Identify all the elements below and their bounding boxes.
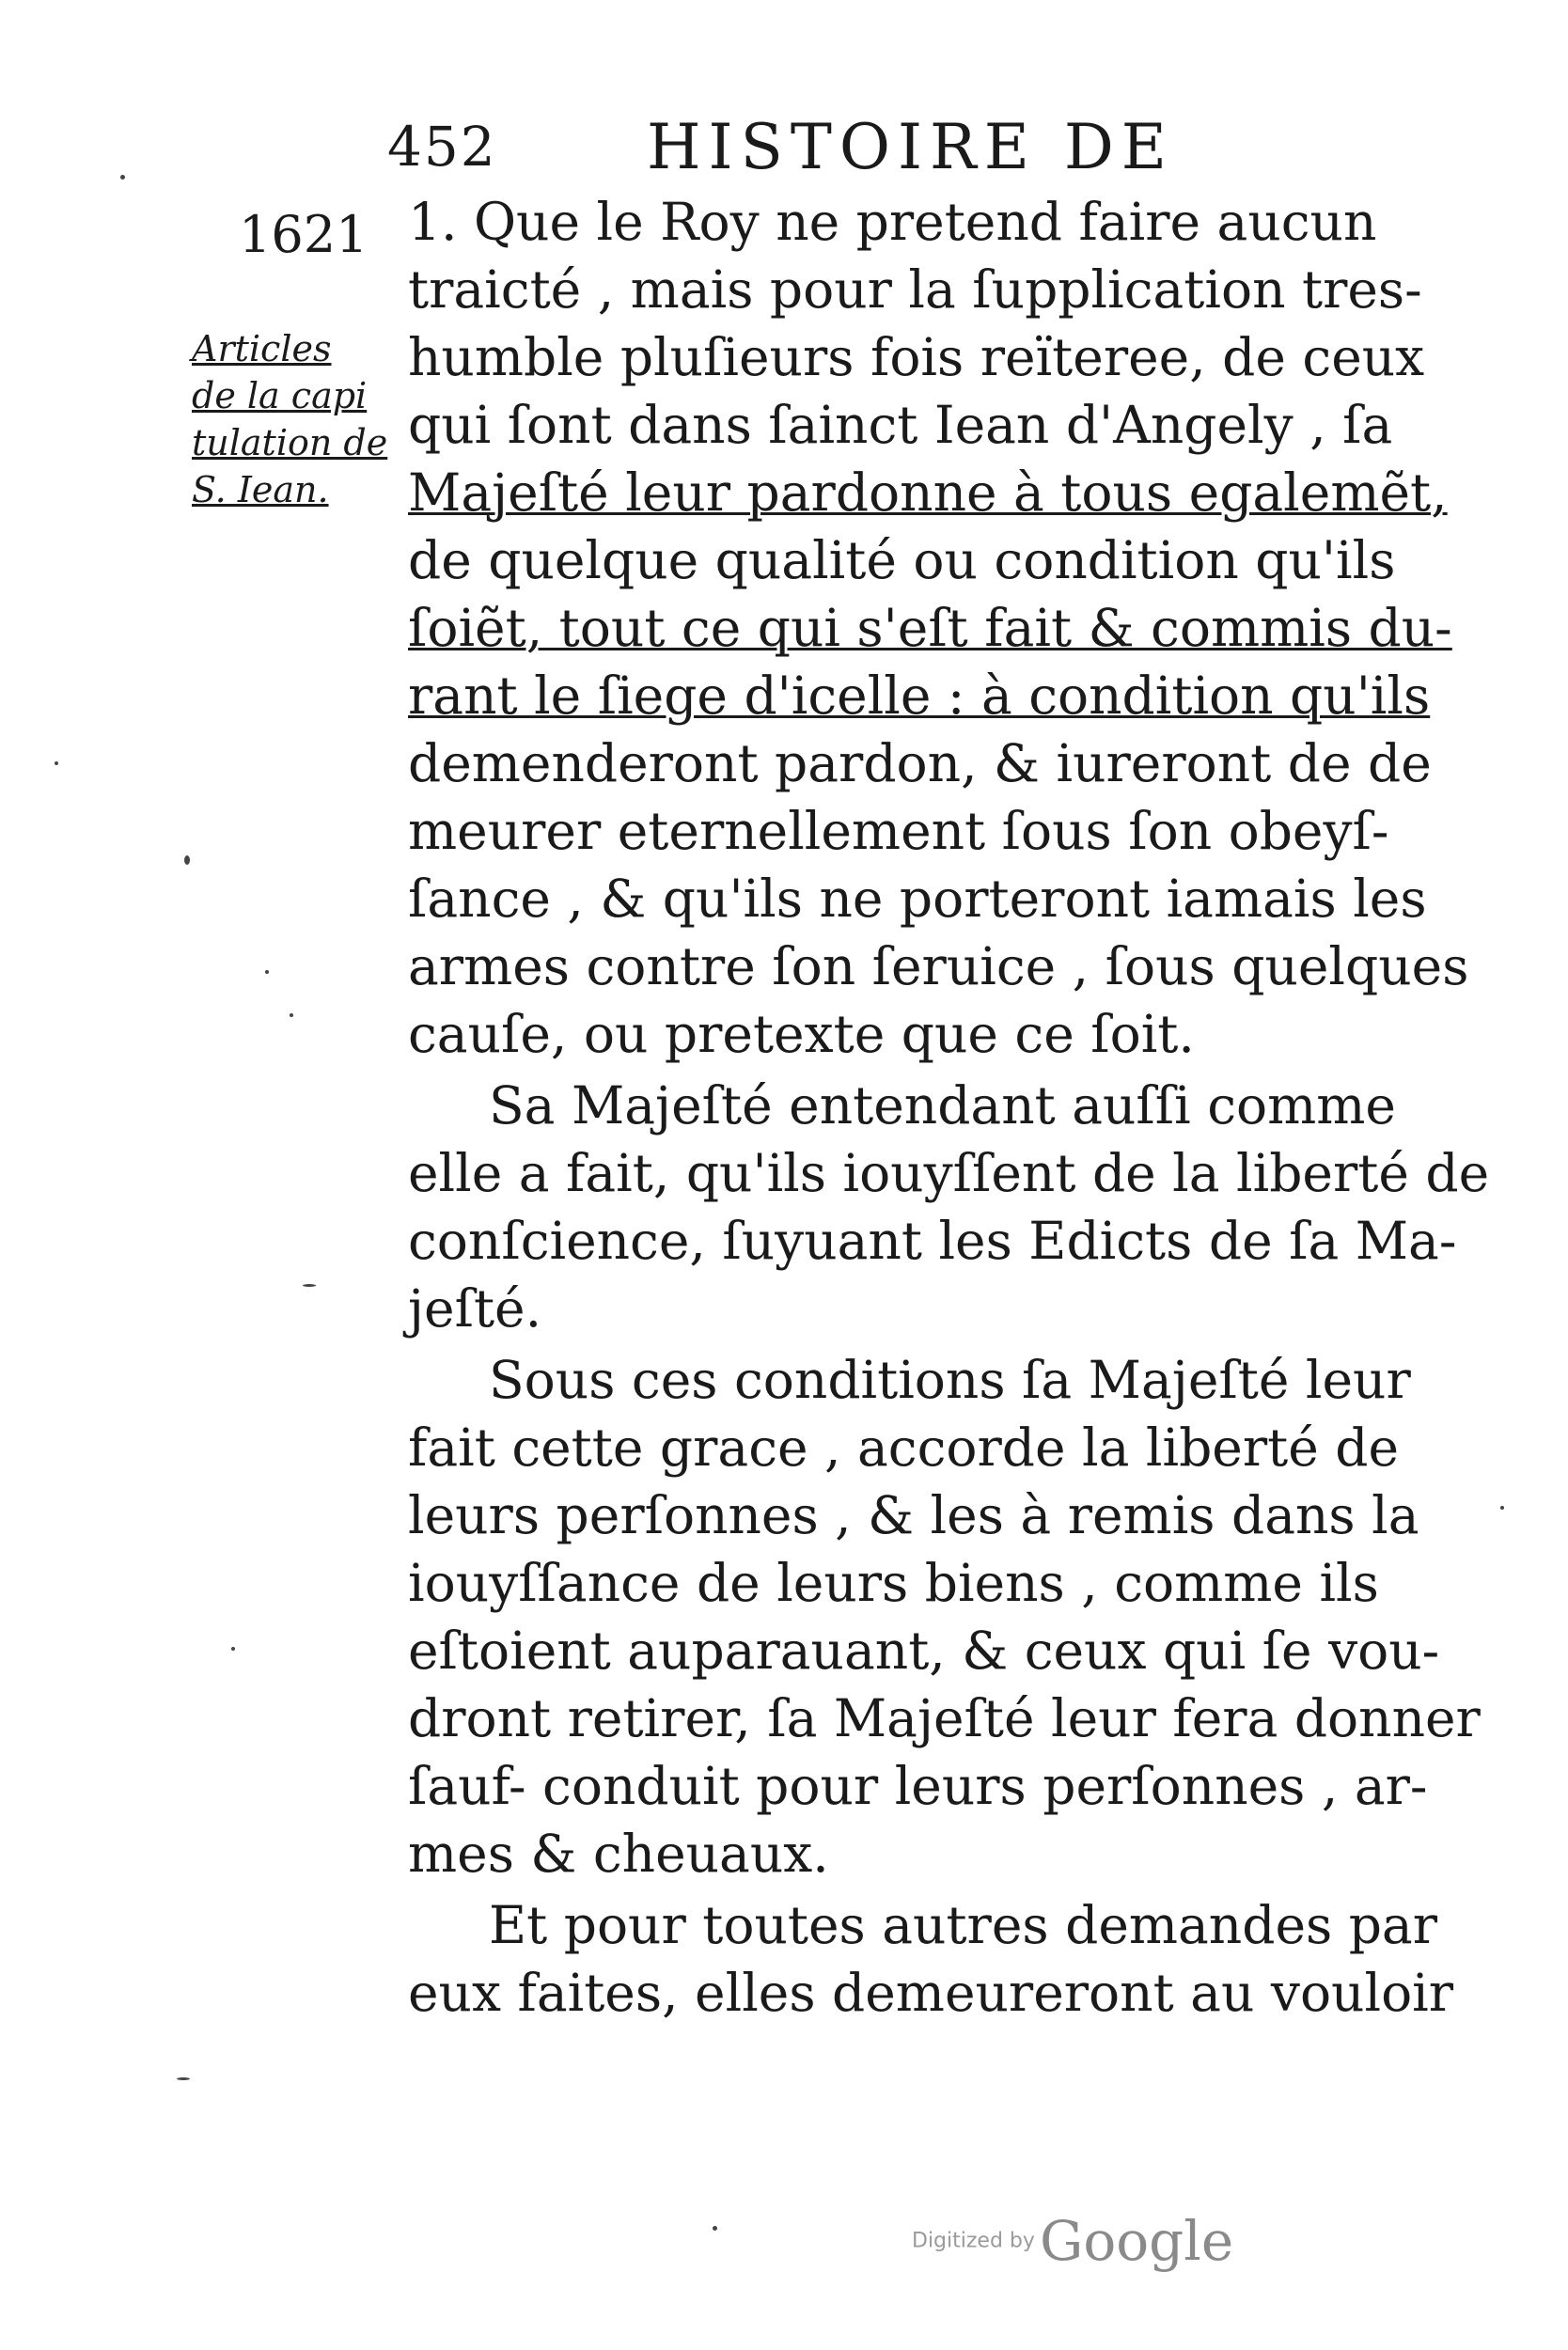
page-header: [387, 105, 1233, 190]
digitized-watermark: [912, 2209, 1233, 2273]
scan-speck: [1500, 1506, 1504, 1510]
scan-speck: [713, 2226, 717, 2231]
text-line: demenderont pardon, & iureront de de: [408, 733, 1432, 793]
text-line: ſance , & qu'ils ne porteront iamais les: [408, 869, 1427, 929]
margin-note-line: de la capi: [192, 375, 368, 416]
paragraph-demands: [408, 1891, 1454, 2027]
text-line: de quelque qualité ou condition qu'ils: [408, 530, 1396, 590]
text-line: armes contre ſon ſeruice , ſous quelques: [408, 936, 1469, 996]
text-line: jeſté.: [408, 1278, 542, 1339]
body-text: [408, 188, 1490, 2030]
running-title: HISTOIRE DE: [647, 111, 1174, 183]
text-line: Sa Majeſté entendant auſſi comme: [489, 1075, 1396, 1136]
text-line: ſauf- conduit pour leurs perſonnes , ar-: [408, 1756, 1428, 1816]
scan-speck: [184, 855, 190, 865]
text-line: 1. Que le Roy ne pretend faire aucun: [408, 192, 1377, 252]
text-line: Sous ces conditions ſa Majeſté leur: [489, 1350, 1411, 1410]
text-line: conſcience, ſuyuant les Edicts de ſa Ma-: [408, 1211, 1457, 1271]
scan-speck: [231, 1647, 235, 1651]
text-line: iouyſſance de leurs biens , comme ils: [408, 1553, 1379, 1613]
margin-note-line: Articles: [192, 328, 332, 369]
text-line: mes & cheuaux.: [408, 1824, 829, 1884]
text-line: meurer eternellement ſous ſon obeyſ-: [408, 801, 1389, 861]
margin-year: 1621: [239, 205, 368, 264]
text-line: humble pluſieurs fois reïteree, de ceux: [408, 327, 1425, 387]
margin-note-line: tulation de: [192, 422, 388, 463]
text-line: elle a fait, qu'ils iouyſſent de la liberté de: [408, 1143, 1490, 1203]
text-line: eux faites, elles demeureront au vouloir: [408, 1963, 1454, 2023]
scan-speck: [120, 175, 125, 180]
text-line: Et pour toutes autres demandes par: [489, 1895, 1437, 1955]
text-line: rant le ſiege d'icelle : à condition qu'ils: [408, 666, 1431, 726]
text-line: eſtoient auparauant, & ceux qui ſe vou-: [408, 1621, 1440, 1681]
text-line: leurs perſonnes , & les à remis dans la: [408, 1485, 1419, 1545]
paragraph-conditions: [408, 1346, 1481, 1888]
watermark-prefix: Digitized by: [912, 2229, 1035, 2253]
paragraph-conscience: [408, 1072, 1490, 1342]
scan-speck: [177, 2077, 190, 2080]
paragraph-articles: [408, 188, 1469, 1068]
text-line: fait cette grace , accorde la liberté de: [408, 1418, 1400, 1478]
text-line: qui ſont dans ſainct Iean d'Angely , ſa: [408, 395, 1393, 455]
scan-speck: [265, 970, 269, 974]
margin-note: [192, 325, 389, 513]
scan-speck: [303, 1284, 316, 1287]
scan-speck: [55, 761, 58, 765]
margin-note-line: S. Iean.: [192, 469, 329, 510]
text-line: ſoiẽt, tout ce qui s'eſt fait & commis du-: [408, 598, 1452, 658]
scan-speck: [290, 1013, 293, 1017]
page-number: 452: [387, 115, 497, 179]
text-line: cauſe, ou pretexte que ce ſoit.: [408, 1004, 1195, 1064]
text-line: Majeſté leur pardonne à tous egalemẽt,: [408, 462, 1448, 523]
text-line: dront retirer, ſa Majeſté leur fera donner: [408, 1688, 1481, 1748]
google-logo: Google: [1040, 2209, 1234, 2273]
text-line: traicté , mais pour la ſupplication tres-: [408, 259, 1422, 320]
